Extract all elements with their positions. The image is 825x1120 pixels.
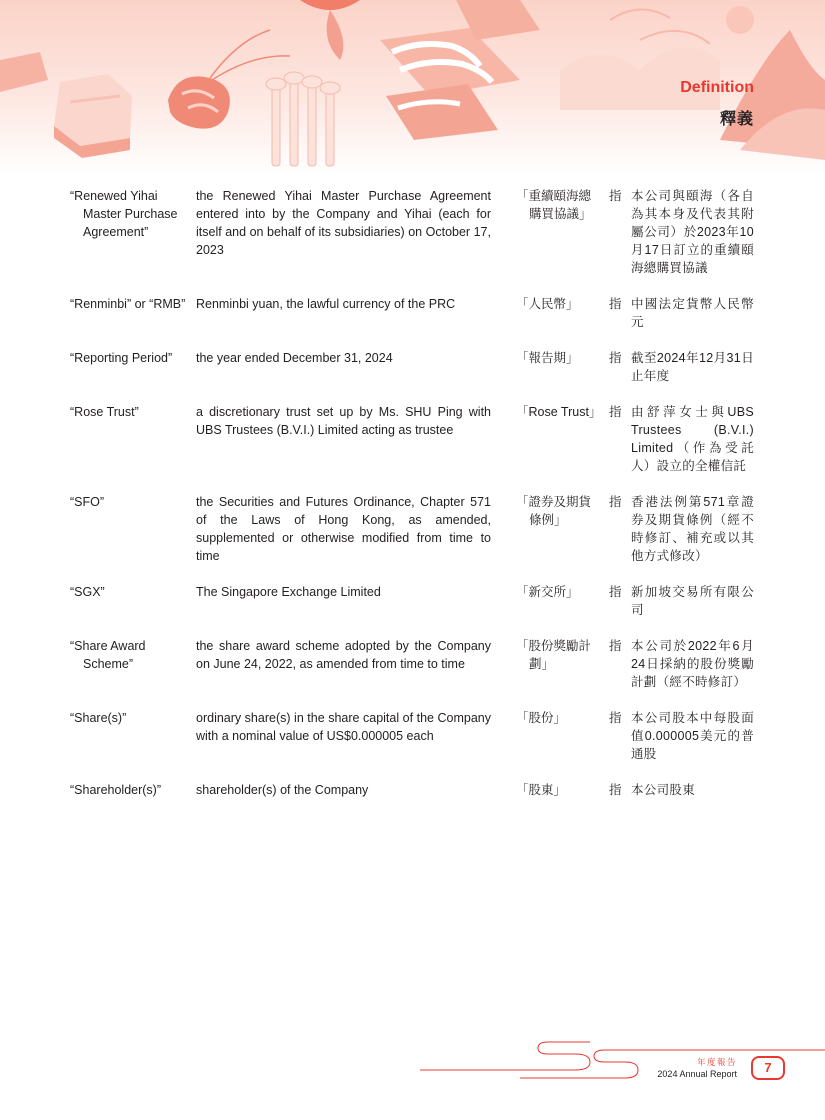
term-en: “Renewed Yihai Master Purchase Agreement” bbox=[70, 189, 178, 239]
means-marker: 指 bbox=[609, 351, 622, 365]
definition-zh: 新加坡交易所有限公司 bbox=[631, 585, 754, 617]
definition-row bbox=[0, 349, 825, 403]
definition-zh: 本公司與頤海（各自為其本身及代表其附屬公司）於2023年10月17日訂立的重續頤海總購買協議 bbox=[631, 189, 754, 275]
term-zh: 「股東」 bbox=[516, 783, 567, 797]
term-zh: 「Rose Trust」 bbox=[516, 405, 602, 419]
term-en: “SFO” bbox=[70, 495, 105, 509]
definition-en: the share award scheme adopted by the Company on June 24, 2022, as amended from time to time bbox=[196, 639, 491, 671]
definition-zh: 香港法例第571章證券及期貨條例（經不時修訂、補充或以其他方式修改） bbox=[631, 495, 754, 563]
term-en: “Rose Trust” bbox=[70, 405, 139, 419]
means-marker: 指 bbox=[609, 585, 622, 599]
term-zh: 「新交所」 bbox=[516, 585, 579, 599]
term-en: “Renminbi” or “RMB” bbox=[70, 297, 186, 311]
means-marker: 指 bbox=[609, 297, 622, 311]
definition-row bbox=[0, 295, 825, 349]
term-en: “SGX” bbox=[70, 585, 105, 599]
page-footer bbox=[0, 1040, 825, 1100]
definition-row bbox=[0, 583, 825, 637]
definition-en: the Securities and Futures Ordinance, Chapter 571 of the Laws of Hong Kong, as amended, supplemented or otherwise modified from time to time bbox=[196, 495, 491, 563]
definition-zh: 本公司股本中每股面值0.000005美元的普通股 bbox=[631, 711, 754, 761]
definitions-table bbox=[0, 187, 825, 817]
term-en: “Share(s)” bbox=[70, 711, 127, 725]
term-zh: 「股份」 bbox=[516, 711, 567, 725]
term-en: “Shareholder(s)” bbox=[70, 783, 162, 797]
definition-zh: 本公司股東 bbox=[631, 783, 696, 797]
term-zh: 「證券及期貨條例」 bbox=[516, 495, 592, 527]
term-en: “Reporting Period” bbox=[70, 351, 173, 365]
definition-row bbox=[0, 637, 825, 709]
definition-row bbox=[0, 493, 825, 583]
definition-zh: 中國法定貨幣人民幣元 bbox=[631, 297, 754, 329]
footer-report-en: 2024 Annual Report bbox=[657, 1069, 737, 1079]
definition-en: The Singapore Exchange Limited bbox=[196, 585, 381, 599]
page-title-zh: 釋義 bbox=[719, 111, 754, 128]
means-marker: 指 bbox=[609, 783, 622, 797]
footer-report-zh: 年度報告 bbox=[696, 1057, 737, 1067]
definition-zh: 本公司於2022年6月24日採納的股份獎勵計劃（經不時修訂） bbox=[631, 639, 754, 689]
definition-zh: 截至2024年12月31日止年度 bbox=[631, 351, 754, 383]
means-marker: 指 bbox=[609, 405, 622, 419]
means-marker: 指 bbox=[609, 495, 622, 509]
definition-row bbox=[0, 403, 825, 493]
term-en: “Share Award Scheme” bbox=[70, 639, 146, 671]
term-zh: 「重續頤海總購買協議」 bbox=[516, 189, 592, 221]
definition-en: the year ended December 31, 2024 bbox=[196, 351, 393, 365]
means-marker: 指 bbox=[609, 639, 622, 653]
definition-zh: 由舒萍女士與UBS Trustees (B.V.I.) Limited（作為受託人）設立的全權信託 bbox=[631, 405, 754, 473]
definition-row bbox=[0, 709, 825, 781]
page-number: 7 bbox=[751, 1056, 785, 1080]
term-zh: 「人民幣」 bbox=[516, 297, 579, 311]
means-marker: 指 bbox=[609, 711, 622, 725]
page-title-en: Definition bbox=[680, 79, 754, 96]
term-zh: 「報告期」 bbox=[516, 351, 579, 365]
definition-en: shareholder(s) of the Company bbox=[196, 783, 369, 797]
means-marker: 指 bbox=[609, 189, 622, 203]
definition-en: ordinary share(s) in the share capital of the Company with a nominal value of US$0.000005 each bbox=[196, 711, 491, 743]
definition-en: the Renewed Yihai Master Purchase Agreement entered into by the Company and Yihai (each for itself and on behalf of its subsidiaries) on October 17, 2023 bbox=[196, 189, 491, 257]
definition-en: a discretionary trust set up by Ms. SHU Ping with UBS Trustees (B.V.I.) Limited acting as trustee bbox=[196, 405, 491, 437]
term-zh: 「股份獎勵計劃」 bbox=[516, 639, 592, 671]
definition-en: Renminbi yuan, the lawful currency of the PRC bbox=[196, 297, 456, 311]
definition-row bbox=[0, 187, 825, 295]
definition-row bbox=[0, 781, 825, 817]
header-banner bbox=[0, 0, 825, 175]
